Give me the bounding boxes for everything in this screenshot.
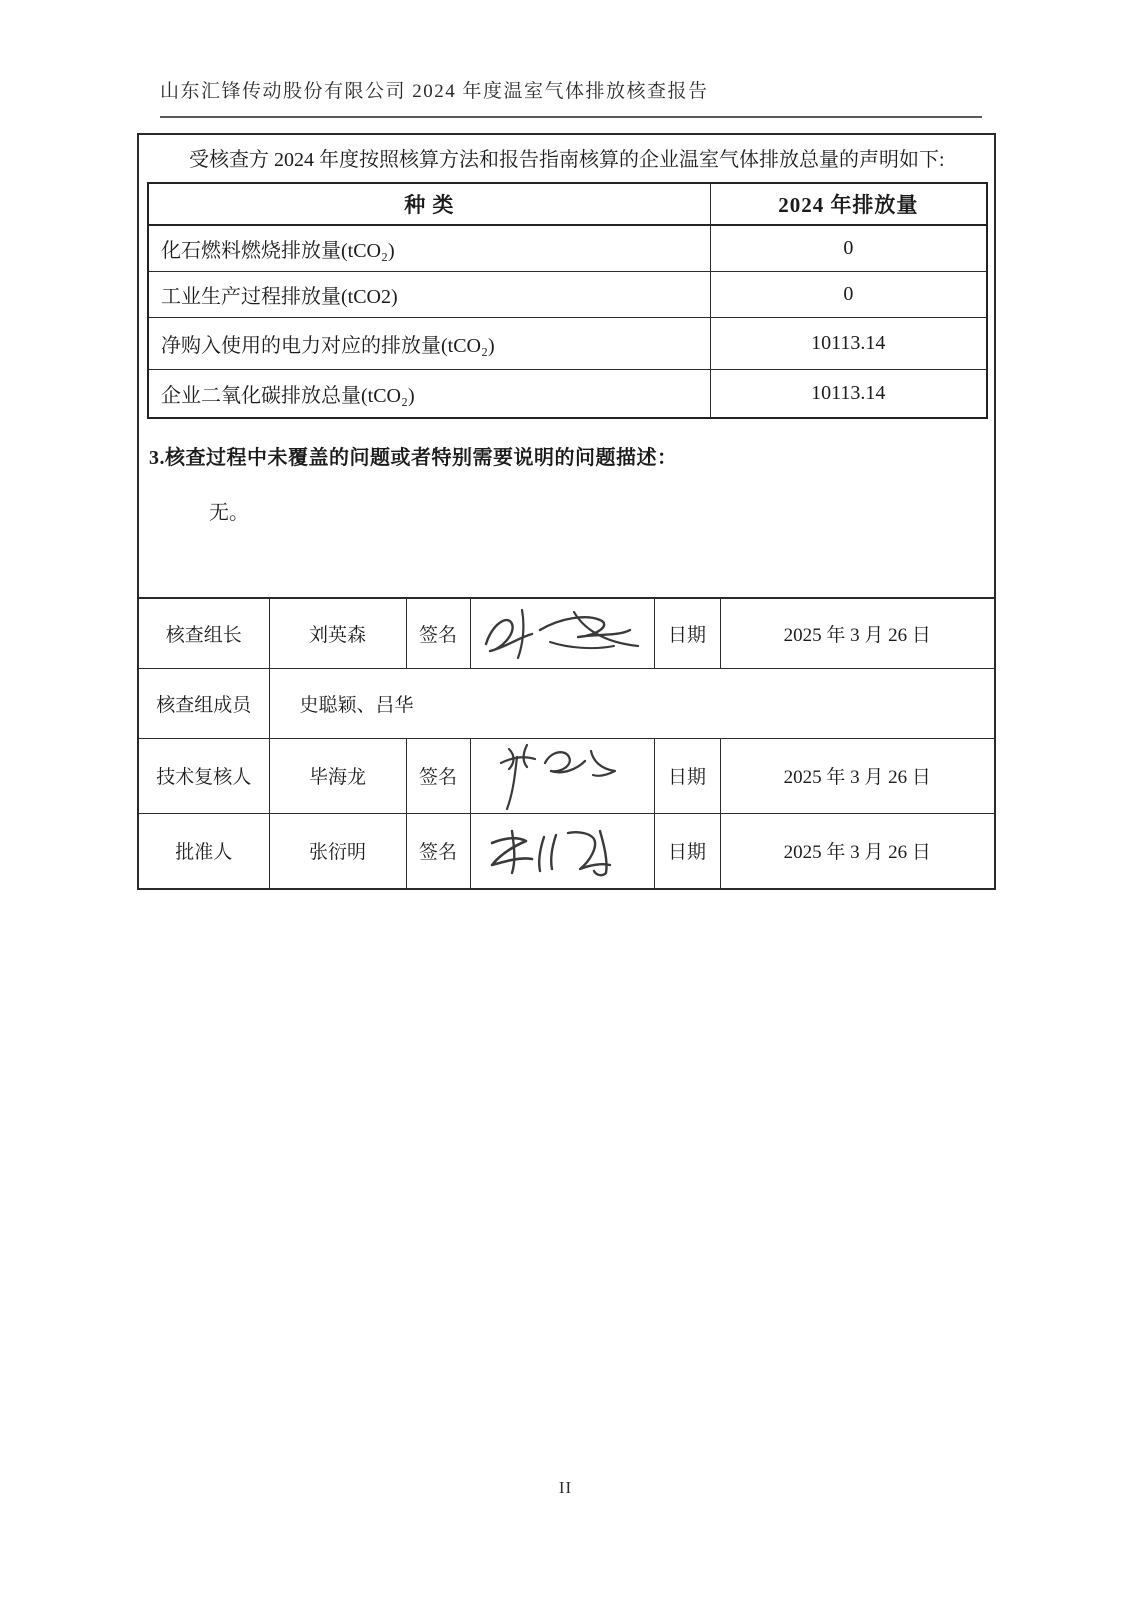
table-row: [138, 738, 995, 813]
emissions-row-electricity-value: 10113.14: [710, 317, 987, 369]
sign-label: 签名: [406, 598, 470, 668]
signature-bi-hailong-image: [471, 739, 654, 813]
table-row: [138, 598, 995, 668]
signoff-role-technical-reviewer: 技术复核人: [138, 738, 269, 813]
signature-cell: [470, 598, 654, 668]
table-row: [148, 317, 987, 369]
emissions-header-row: [148, 183, 987, 225]
declaration-paragraph: 受核查方 2024 年度按照核算方法和报告指南核算的企业温室气体排放总量的声明如下:: [189, 149, 945, 171]
emissions-row-process-value: 0: [710, 271, 987, 317]
signoff-name-team-members: 史聪颖、吕华: [269, 668, 995, 738]
date-label: 日期: [654, 813, 720, 889]
table-row: [148, 369, 987, 418]
signature-liu-yingsen-image: [471, 599, 654, 668]
statement-box: [137, 133, 996, 597]
signoff-table: [137, 597, 996, 890]
emissions-table: [147, 182, 988, 419]
signoff-role-approver: 批准人: [138, 813, 269, 889]
emissions-row-total-label: 企业二氧化碳排放总量(tCO₂): [148, 369, 710, 418]
table-row: [148, 271, 987, 317]
signoff-date-team-leader: 2025 年 3 月 26 日: [720, 598, 995, 668]
table-row: [148, 225, 987, 271]
running-header: [160, 76, 982, 118]
sign-label: 签名: [406, 813, 470, 889]
emissions-col-year-value: 2024 年排放量: [710, 183, 987, 225]
section3-heading: 3.核查过程中未覆盖的问题或者特别需要说明的问题描述：: [149, 447, 678, 469]
running-header-title: 山东汇锋传动股份有限公司 2024 年度温室气体排放核查报告: [160, 81, 709, 102]
table-row: [138, 813, 995, 889]
page-number: II: [558, 1478, 573, 1497]
signoff-date-technical-reviewer: 2025 年 3 月 26 日: [720, 738, 995, 813]
signature-cell: [470, 738, 654, 813]
signoff-name-team-leader: 刘英森: [269, 598, 406, 668]
signoff-name-approver: 张衍明: [269, 813, 406, 889]
section3-body: 无。: [209, 502, 249, 524]
emissions-row-process-label: 工业生产过程排放量(tCO2): [148, 271, 710, 317]
signoff-role-team-leader: 核查组长: [138, 598, 269, 668]
signoff-role-team-members: 核查组成员: [138, 668, 269, 738]
signature-cell: [470, 813, 654, 889]
date-label: 日期: [654, 598, 720, 668]
emissions-row-total-value: 10113.14: [710, 369, 987, 418]
signoff-date-approver: 2025 年 3 月 26 日: [720, 813, 995, 889]
emissions-row-fossil-label: 化石燃料燃烧排放量(tCO₂): [148, 225, 710, 271]
emissions-col-category: 种 类: [148, 183, 710, 225]
signature-zhang-yanming-image: [471, 814, 654, 889]
emissions-row-electricity-label: 净购入使用的电力对应的排放量(tCO₂): [148, 317, 710, 369]
table-row: [138, 668, 995, 738]
date-label: 日期: [654, 738, 720, 813]
signoff-name-technical-reviewer: 毕海龙: [269, 738, 406, 813]
emissions-row-fossil-value: 0: [710, 225, 987, 271]
sign-label: 签名: [406, 738, 470, 813]
